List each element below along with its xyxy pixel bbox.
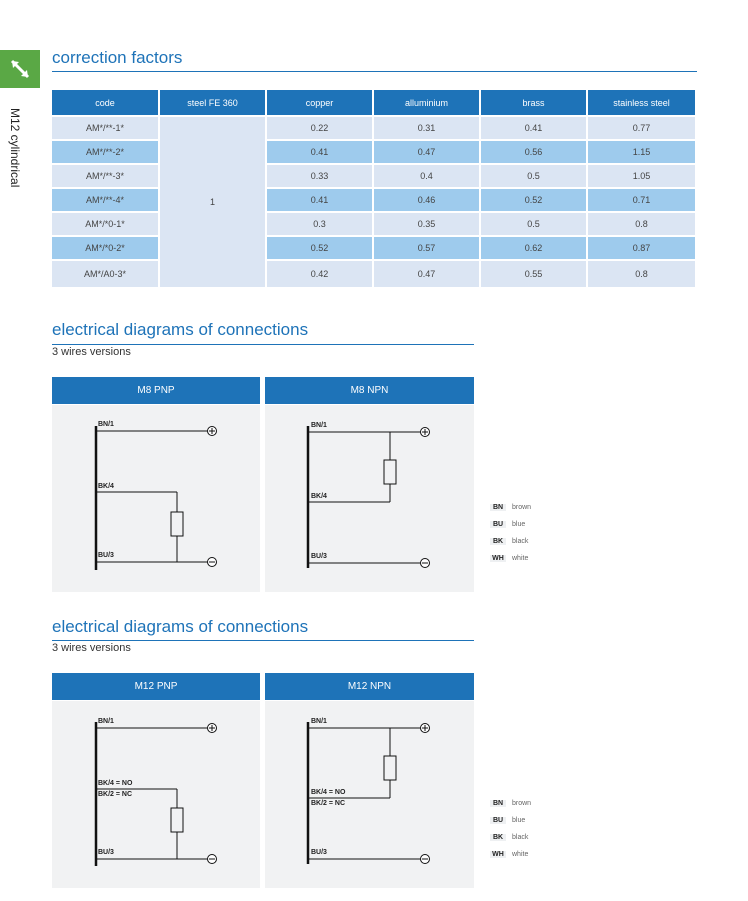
- legend-item: [490, 499, 531, 516]
- cell-alluminium: 0.46: [373, 188, 480, 212]
- cell-copper: 0.52: [266, 236, 373, 260]
- legend-item: [490, 795, 531, 812]
- cell-copper: 0.42: [266, 260, 373, 288]
- sidebar-label: M12 cylindrical: [8, 108, 22, 188]
- cell-alluminium: 0.47: [373, 140, 480, 164]
- bk-no-label: BK/4 = NO: [98, 780, 133, 787]
- cell-stainless: 0.71: [587, 188, 696, 212]
- cell-brass: 0.52: [480, 188, 587, 212]
- bu-label: BU/3: [311, 849, 327, 856]
- cell-code: AM*/**-2*: [52, 140, 159, 164]
- legend-name: blue: [512, 521, 526, 528]
- legend-code: WH: [490, 555, 506, 562]
- table-row: [52, 188, 696, 212]
- bu-label: BU/3: [98, 849, 114, 856]
- diagrams-subtitle: 3 wires versions: [52, 642, 131, 654]
- table-header-row: [52, 90, 696, 116]
- header-copper: copper: [266, 90, 373, 116]
- cell-stainless: 1.05: [587, 164, 696, 188]
- cell-code: AM*/**-3*: [52, 164, 159, 188]
- cell-code: AM*/**-1*: [52, 116, 159, 140]
- bk-label: BK/4: [98, 483, 114, 490]
- legend-item: [490, 550, 531, 567]
- cell-alluminium: 0.4: [373, 164, 480, 188]
- wrench-arrows-icon: [9, 58, 31, 80]
- header-stainless: stainless steel: [587, 90, 696, 116]
- m8-pnp-header: M8 PNP: [52, 377, 260, 404]
- cell-brass: 0.41: [480, 116, 587, 140]
- cell-code: AM*/*0-1*: [52, 212, 159, 236]
- sidebar-tab: [0, 50, 40, 88]
- m12-npn-header: M12 NPN: [265, 673, 474, 700]
- cell-brass: 0.56: [480, 140, 587, 164]
- table-row: [52, 236, 696, 260]
- table-row: [52, 140, 696, 164]
- cell-copper: 0.33: [266, 164, 373, 188]
- header-steel: steel FE 360: [159, 90, 266, 116]
- diagrams-title: electrical diagrams of connections: [52, 617, 309, 636]
- bn-label: BN/1: [98, 421, 114, 428]
- cell-brass: 0.62: [480, 236, 587, 260]
- title-rule: [52, 71, 697, 72]
- m8-pnp-diagram: [52, 405, 260, 592]
- header-code: code: [52, 90, 159, 116]
- legend-code: BK: [490, 834, 506, 841]
- cell-brass: 0.55: [480, 260, 587, 288]
- bk-nc-label: BK/2 = NC: [311, 800, 346, 807]
- legend-name: black: [512, 538, 529, 545]
- bn-label: BN/1: [311, 718, 327, 725]
- color-legend: [490, 795, 531, 863]
- header-alluminium: alluminium: [373, 90, 480, 116]
- table-row: [52, 212, 696, 236]
- correction-table: [52, 90, 697, 289]
- legend-item: [490, 829, 531, 846]
- cell-copper: 0.41: [266, 140, 373, 164]
- cell-copper: 0.41: [266, 188, 373, 212]
- cell-code: AM*/**-4*: [52, 188, 159, 212]
- bn-label: BN/1: [98, 718, 114, 725]
- m12-pnp-header: M12 PNP: [52, 673, 260, 700]
- table-row: [52, 260, 696, 288]
- cell-copper: 0.22: [266, 116, 373, 140]
- cell-stainless: 0.8: [587, 260, 696, 288]
- legend-code: BN: [490, 800, 506, 807]
- legend-code: BU: [490, 521, 506, 528]
- cell-code: AM*/*0-2*: [52, 236, 159, 260]
- cell-copper: 0.3: [266, 212, 373, 236]
- legend-code: BK: [490, 538, 506, 545]
- cell-steel: 1: [159, 116, 266, 288]
- legend-item: [490, 533, 531, 550]
- legend-item: [490, 846, 531, 863]
- bu-label: BU/3: [311, 553, 327, 560]
- bk-label: BK/4: [311, 493, 327, 500]
- bk-nc-label: BK/2 = NC: [98, 791, 133, 798]
- legend-name: white: [512, 851, 529, 858]
- m12-pnp-diagram: [52, 701, 260, 888]
- legend-code: BU: [490, 817, 506, 824]
- cell-stainless: 0.77: [587, 116, 696, 140]
- legend-name: brown: [512, 504, 532, 511]
- legend-name: brown: [512, 800, 532, 807]
- table-row: [52, 164, 696, 188]
- legend-code: BN: [490, 504, 506, 511]
- m8-npn-diagram: [265, 405, 474, 592]
- diagrams-title: electrical diagrams of connections: [52, 320, 309, 339]
- legend-name: white: [512, 555, 529, 562]
- bu-label: BU/3: [98, 552, 114, 559]
- legend-name: black: [512, 834, 529, 841]
- cell-alluminium: 0.57: [373, 236, 480, 260]
- cell-stainless: 1.15: [587, 140, 696, 164]
- legend-code: WH: [490, 851, 506, 858]
- bk-no-label: BK/4 = NO: [311, 789, 346, 796]
- cell-brass: 0.5: [480, 164, 587, 188]
- m12-npn-diagram: [265, 701, 474, 888]
- m8-npn-header: M8 NPN: [265, 377, 474, 404]
- diagrams-subtitle: 3 wires versions: [52, 346, 131, 358]
- cell-alluminium: 0.31: [373, 116, 480, 140]
- table-row: [52, 116, 696, 140]
- legend-name: blue: [512, 817, 526, 824]
- title-rule: [52, 344, 474, 345]
- cell-brass: 0.5: [480, 212, 587, 236]
- legend-item: [490, 812, 531, 829]
- cell-alluminium: 0.47: [373, 260, 480, 288]
- legend-item: [490, 516, 531, 533]
- cell-code: AM*/A0-3*: [52, 260, 159, 288]
- header-brass: brass: [480, 90, 587, 116]
- title-rule: [52, 640, 474, 641]
- cell-stainless: 0.87: [587, 236, 696, 260]
- cell-alluminium: 0.35: [373, 212, 480, 236]
- correction-title: correction factors: [52, 48, 183, 67]
- cell-stainless: 0.8: [587, 212, 696, 236]
- bn-label: BN/1: [311, 422, 327, 429]
- color-legend: [490, 499, 531, 567]
